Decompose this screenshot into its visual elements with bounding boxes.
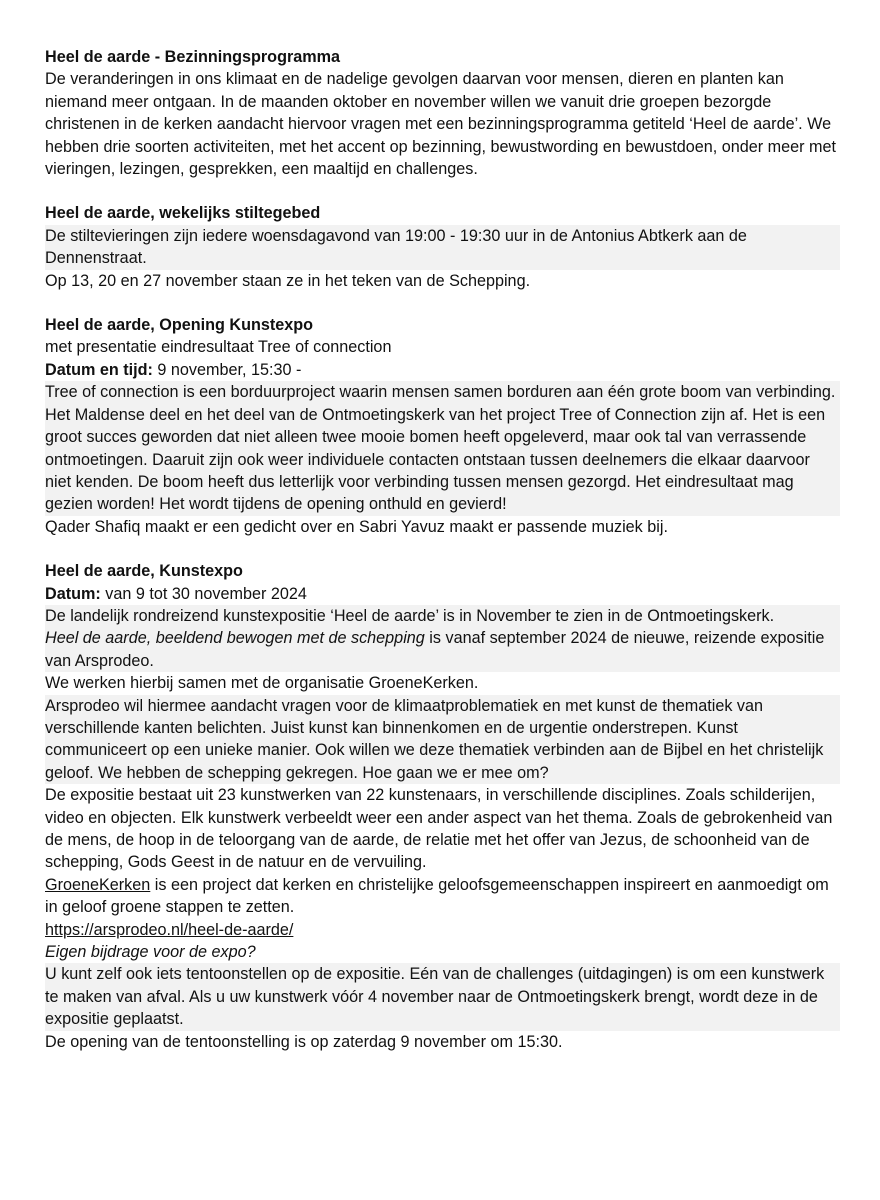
paragraph <box>45 874 840 919</box>
section-subtitle: met presentatie eindresultaat Tree of connection <box>45 338 392 357</box>
section-bezinningsprogramma <box>45 46 840 180</box>
paragraph: De stiltevieringen zijn iedere woensdagavond van 19:00 - 19:30 uur in de Antonius Abtkerk aan de Dennenstraat. <box>45 225 840 270</box>
section-title: Heel de aarde, Kunstexpo <box>45 562 243 581</box>
url-line <box>45 919 840 941</box>
section-title: Heel de aarde, Opening Kunstexpo <box>45 316 314 335</box>
paragraph-rest: is vanaf september 2024 de nieuwe, reizende expositie van Arsprodeo. <box>45 629 825 670</box>
section-body: De veranderingen in ons klimaat en de nadelige gevolgen daarvan voor mensen, dieren en planten kan niemand meer ontgaan. In de maanden oktober en november willen we vanuit drie groepen bezorgde christenen in de kerken aandacht hiervoor vragen met een bezinningsprogramma getiteld ‘Heel de aarde’. We hebben drie soorten activiteiten, met het accent op bezinning, bewustwording en bewustdoen, onder meer met vieringen, lezingen, gesprekken, een maaltijd en challenges. <box>45 70 836 179</box>
arsprodeo-link[interactable]: https://arsprodeo.nl/heel-de-aarde/ <box>45 920 294 939</box>
paragraph: We werken hierbij samen met de organisatie GroeneKerken. <box>45 674 479 693</box>
closing-line: De opening van de tentoonstelling is op zaterdag 9 november om 15:30. <box>45 1032 563 1051</box>
section-stiltegebed <box>45 202 840 292</box>
date-label: Datum: <box>45 584 101 603</box>
exhibition-title: Heel de aarde, beeldend bewogen met de schepping <box>45 629 425 648</box>
section-title: Heel de aarde - Bezinningsprogramma <box>45 48 341 66</box>
section-title: Heel de aarde, wekelijks stiltegebed <box>45 204 321 223</box>
paragraph: De landelijk rondreizend kunstexpositie ‘Heel de aarde’ is in November te zien in de Ontmoetingskerk. <box>45 605 840 627</box>
groenekerken-link[interactable]: GroeneKerken <box>45 875 151 894</box>
paragraph-rest: is een project dat kerken en christelijke geloofsgemeenschappen inspireert en aanmoedigt om in geloof groene stappen te zetten. <box>45 875 829 917</box>
date-line <box>45 583 840 605</box>
closing-line: Qader Shafiq maakt er een gedicht over en Sabri Yavuz maakt er passende muziek bij. <box>45 517 668 536</box>
paragraph: Arsprodeo wil hiermee aandacht vragen voor de klimaatproblematiek en met kunst de thematiek van verschillende kanten belichten. Juist kunst kan binnenkomen en de urgentie onderstrepen. Kunst communiceert op een unieke manier. Ook willen we deze thematiek verbinden aan de Bijbel en het christelijk geloof. We hebben de schepping gekregen. Hoe gaan we er mee om? <box>45 695 840 785</box>
date-label: Datum en tijd: <box>45 360 153 379</box>
paragraph: Op 13, 20 en 27 november staan ze in het teken van de Schepping. <box>45 271 531 290</box>
section-opening-kunstexpo <box>45 314 840 538</box>
question-title: Eigen bijdrage voor de expo? <box>45 943 256 962</box>
question-body: U kunt zelf ook iets tentoonstellen op de expositie. Eén van de challenges (uitdagingen) is om een kunstwerk te maken van afval. Als u uw kunstwerk vóór 4 november naar de Ontmoetingskerk brengt, wordt deze in de expositie geplaatst. <box>45 963 840 1030</box>
section-body: Tree of connection is een borduurproject waarin mensen samen borduren aan één grote boom van verbinding. Het Maldense deel en het deel van de Ontmoetingskerk van het project Tree of Connection zijn af. Het is een groot succes geworden dat niet alleen twee mooie bomen heeft opgeleverd, maar ook tal van verrassende ontmoetingen. Daaruit zijn ook weer individuele contacten ontstaan tussen deelnemers die elkaar daarvoor niet kenden. De boom heeft dus letterlijk voor verbinding tussen mensen gezorgd. Het eindresultaat mag gezien worden! Het wordt tijdens de opening onthuld en gevierd! <box>45 381 840 515</box>
paragraph <box>45 627 840 672</box>
date-value: van 9 tot 30 november 2024 <box>100 584 307 603</box>
date-value: 9 november, 15:30 - <box>152 360 302 379</box>
section-kunstexpo <box>45 560 840 1053</box>
date-line <box>45 359 840 381</box>
paragraph: De expositie bestaat uit 23 kunstwerken van 22 kunstenaars, in verschillende disciplines. Zoals schilderijen, video en objecten. Elk kunstwerk verbeeldt weer een ander aspect van het thema. Zoals de gebrokenheid van de mens, de hoop in de teloorgang van de aarde, de relatie met het offer van Jezus, de schoonheid van de schepping, Gods Geest in de natuur en de vervuiling. <box>45 786 833 872</box>
